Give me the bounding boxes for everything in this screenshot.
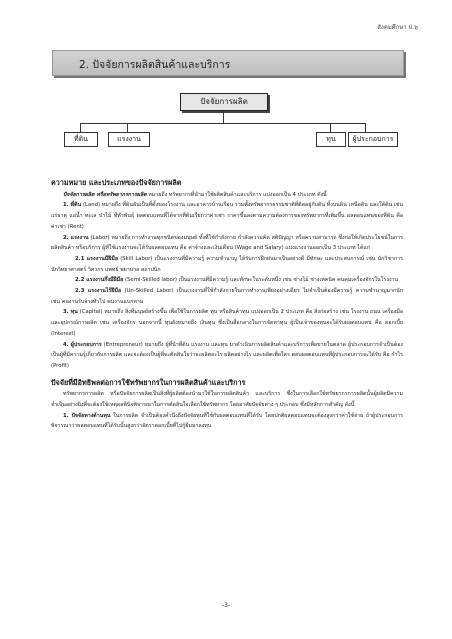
item-capital-factor-text: ในการผลิต จำเป็นต้องคำนึงถึงปัจจัยทุนที่ใช้กับผลตอบแทนที่ได้รับ โดยปกติผลตอบแทนจะต้องสูงกว่าค่าใช้จ่าย ถ้าผู้ประกอบการพิจารณาว่าผลตอบแทนที่ได้รับนั้นสูงกว่าอัตราดอกเบี้ยที่ไปกู้ยืมมาลงทุน <box>51 412 403 430</box>
diagram-connector <box>80 123 365 124</box>
diagram-connector <box>365 123 366 132</box>
item-entrepreneur-label: 4. ผู้ประกอบการ <box>63 341 102 348</box>
item-capital-factor <box>51 411 403 432</box>
subitem-semi-skilled-text: (Semi-Skilled labor) เป็นแรงงานที่มีความรู้ และทักษะในระดับหนึ่ง เช่น ช่างไม้ ช่างเทคนิค คนคุมเครื่องจักรในโรงงาน <box>123 277 399 284</box>
page-number: -3- <box>221 602 231 609</box>
item-capital-factor-label: 1. ปัจจัยทางด้านทุน <box>63 412 111 419</box>
subitem-semi-skilled-labor <box>51 275 403 286</box>
subitem-skill-labor-label: 2.1 แรงงานมีฝีมือ <box>75 255 119 262</box>
diagram-connector <box>330 123 331 132</box>
item-land-label: 1. ที่ดิน <box>63 202 82 209</box>
subitem-unskilled-label: 2.3 แรงงานไร้ฝีมือ <box>75 288 122 295</box>
paragraph-definition-text: หมายถึง ทรัพยากรที่นำมาใช้ผลิตสินค้าและบริการ แบ่งออกเป็น 4 ประเภท ดังนี้ <box>146 191 327 198</box>
diagram-child-labor: แรงงาน <box>108 132 150 147</box>
diagram-root-box: ปัจจัยการผลิต <box>180 93 268 111</box>
item-labor-label: 2. แรงงาน <box>63 234 89 241</box>
item-land <box>51 200 403 232</box>
item-entrepreneur-text: (Entrepreneur) หมายถึง ผู้ที่นำที่ดิน แรงงาน และทุน มาดำเนินการผลิตสินค้าและบริการเพื่อขายในตลาด ผู้ประกอบการจำเป็นต้องเป็นผู้ที่มีความรู้เกี่ยวกับการผลิต และจะต้องเป็นผู้ที่จะตัดสินใจว่าจะผลิตอะไร ผลิตอย่างไร และผลิตเพื่อใคร ตอบผลตอบแทนที่ผู้ประกอบการจะได้รับ คือ กำไร (Profit) <box>51 341 403 369</box>
paragraph-resource-choice: ทรัพยากรการผลิต หรือปัจจัยการผลิตเป็นสิ่งที่ผู้ผลิตต้องนำมาใช้ในการผลิตสินค้า และบริการ ซึ่งในการเลือกใช้ทรัพยากรการผลิตนั้นผู้ผลิตมีความจำเป็นอย่างยิ่งที่จะต้องใช้เหตุผลพินิจพิจารณาในการตัดสินใจเลือกใช้ทรัพยากร โดยอาศัยปัจจัยต่าง ๆ ประกอบ ซึ่งมีหลักการสำคัญ ดังนี้ <box>51 391 403 409</box>
subitem-skill-labor-text: (Skill Labor) เป็นแรงงานที่มีความรู้ ความชำนาญ ได้รับการฝึกฝนมาเป็นอย่างดี มีทักษะ และประสบการณ์ เช่น นักวิชาการ นักวิทยาศาสตร์ วิศวกร แพทย์ พยาบาล สถาปนิก <box>51 255 403 273</box>
item-capital-text: (Capital) หมายถึง สิ่งที่มนุษย์สร้างขึ้น เพื่อใช้ในการผลิต ทุน หรือสินค้าทุน แบ่งออกเป็น 2 ประเภท คือ สิ่งก่อสร้าง เช่น โรงงาน ถนน เครื่องมือ และอุปกรณ์การผลิต เช่น เครื่องจักร นอกจากนี้ ทุนยังหมายถึง เงินทุน ซึ่งเป็นสื่อกลางในการจัดหาทุน ผู้เป็นเจ้าของทุนจะได้รับผลตอบแทน คือ ดอกเบี้ย (Interest) <box>51 309 403 337</box>
diagram-child-land: ที่ดิน <box>64 132 98 147</box>
term-production-factors: ปัจจัยการผลิต หรือทรัพยากรการผลิต <box>63 191 147 198</box>
header-tag: สังคมศึกษา ป.๖ <box>377 24 418 31</box>
diagram-child-entrepreneur: ผู้ประกอบการ <box>348 132 398 147</box>
paragraph-definition <box>51 190 403 201</box>
item-labor <box>51 233 403 254</box>
diagram-child-capital: ทุน <box>316 132 346 147</box>
document-body <box>51 176 403 432</box>
production-factors-diagram <box>0 0 452 170</box>
heading-influencing-factors: ปัจจัยที่มีอิทธิพลต่อการใช้ทรัพยากรในการผลิตสินค้าและบริการ <box>51 377 246 387</box>
item-entrepreneur <box>51 340 403 372</box>
diagram-connector <box>223 111 224 123</box>
item-labor-text: (Labor) หมายถึง การทำงานทุกชนิดของมนุษย์ ทั้งที่ใช้กำลังกาย กำลังความคิด สติปัญญา หรือความสามารถ ซึ่งก่อให้เกิดประโยชน์ในการผลิตสินค้า หรือบริการ ผู้ที่ใช้แรงงานจะได้รับผลตอบแทน คือ ค่าจ้างและเงินเดือน (Wage and Salary) แบ่งแรงงานออกเป็น 3 ประเภท ได้แก่ <box>51 234 403 252</box>
item-land-text: (Land) หมายถึง ที่ดินอันเป็นที่ตั้งของโรงงาน และอาคารบ้านเรือน รวมทั้งทรัพยากรธรรมชาติที่ติดอยู่กับดิน ทั้งบนดิน เหนือดิน และใต้ดิน เช่น แร่ธาตุ แอ่น้ำ ทะเล ป่าไม้ ที่ทำพันธุ์ ผลตอบแทนที่ได้จากที่ดินเรียกว่าค่าเช่า ราคาขึ้นลงตามความต้องการของทรัพยากรที่เพิ่มขึ้น ผลตอบแทนของที่ดิน คือ ค่าเช่า (Rent) <box>51 202 403 230</box>
subitem-skill-labor <box>51 254 403 275</box>
subitem-unskilled-labor <box>51 286 403 307</box>
diagram-connector <box>127 123 128 132</box>
diagram-connector <box>80 123 81 132</box>
subitem-semi-skilled-label: 2.2 แรงงานกึ่งมีฝีมือ <box>75 277 124 284</box>
subitem-unskilled-text: (Un-Skilled Labor) เป็นแรงงานที่ใช้กำลังกายในการทำงานเพียงอย่างเดียว ไม่จำเป็นต้องมีความรู้ ความชำนาญมากนัก เช่น คนงานรับจ้างทั่วไป คนงานแบกหาม <box>51 288 403 305</box>
item-capital <box>51 307 403 339</box>
item-capital-label: 3. ทุน <box>63 309 78 316</box>
heading-meaning: ความหมาย และประเภทของปัจจัยการผลิต <box>51 178 182 187</box>
section-title: 2. ปัจจัยการผลิตสินค้าและบริการ <box>79 59 231 71</box>
